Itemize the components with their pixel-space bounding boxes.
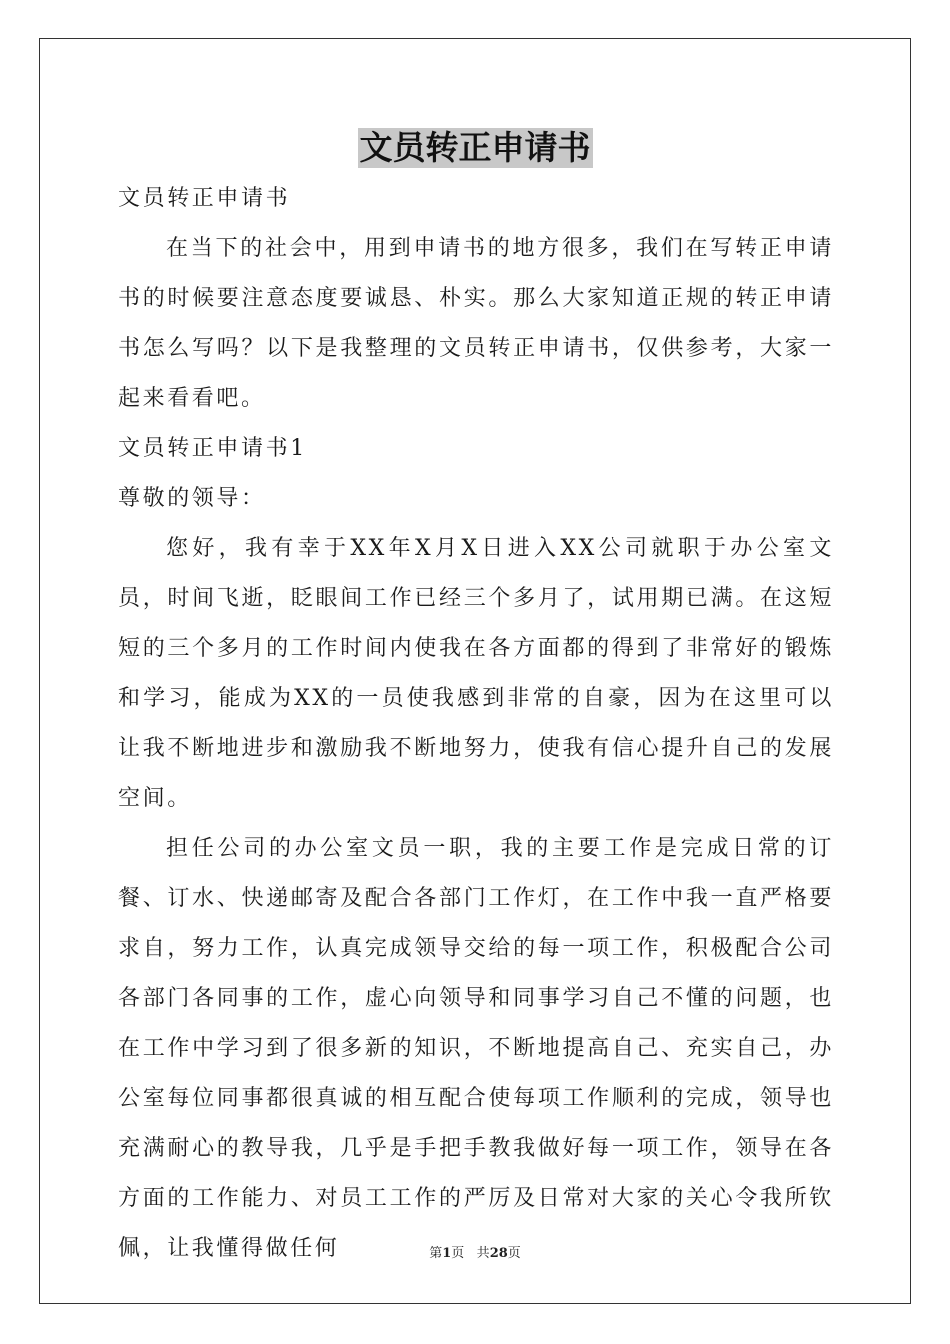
page-footer	[0, 1245, 950, 1263]
page-number: 1	[442, 1246, 452, 1261]
document-title: 文员转正申请书	[359, 128, 591, 167]
body-paragraph-1: 您好，我有幸于XX年X月X日进入XX公司就职于办公室文员，时间飞逝，眨眼间工作已经三个多月了，试用期已满。在这短短的三个多月的工作时间内使我在各方面都的得到了非常好的锻炼和学习，能成为XX的一员使我感到非常的自豪，因为在这里可以让我不断地进步和激励我不断地努力，使我有信心提升自己的发展空间。	[118, 536, 834, 811]
intro-paragraph: 在当下的社会中，用到申请书的地方很多，我们在写转正申请书的时候要注意态度要诚恳、朴实。那么大家知道正规的转正申请书怎么写吗？以下是我整理的文员转正申请书，仅供参考，大家一起来看看吧。	[118, 236, 834, 411]
total-pages: 28	[489, 1246, 508, 1261]
total-prefix: 共	[476, 1246, 490, 1261]
body-paragraph-2: 担任公司的办公室文员一职，我的主要工作是完成日常的订餐、订水、快递邮寄及配合各部门工作灯，在工作中我一直严格要求自，努力工作，认真完成领导交给的每一项工作，积极配合公司各部门各同事的工作，虚心向领导和同事学习自己不懂的问题，也在工作中学习到了很多新的知识，不断地提高自己、充实自己，办公室每位同事都很真诚的相互配合使每项工作顺利的完成，领导也充满耐心的教导我，几乎是手把手教我做好每一项工作，领导在各方面的工作能力、对员工工作的严厉及日常对大家的关心令我所钦佩，让我懂得做任何	[118, 836, 834, 1261]
page-prefix: 第	[429, 1246, 443, 1261]
section-heading: 文员转正申请书1	[118, 436, 307, 461]
page-suffix: 页	[451, 1246, 465, 1261]
salutation: 尊敬的领导：	[118, 486, 266, 511]
total-suffix: 页	[507, 1246, 521, 1261]
title-container	[0, 128, 950, 168]
document-subtitle: 文员转正申请书	[118, 186, 291, 211]
document-body	[118, 174, 834, 1274]
